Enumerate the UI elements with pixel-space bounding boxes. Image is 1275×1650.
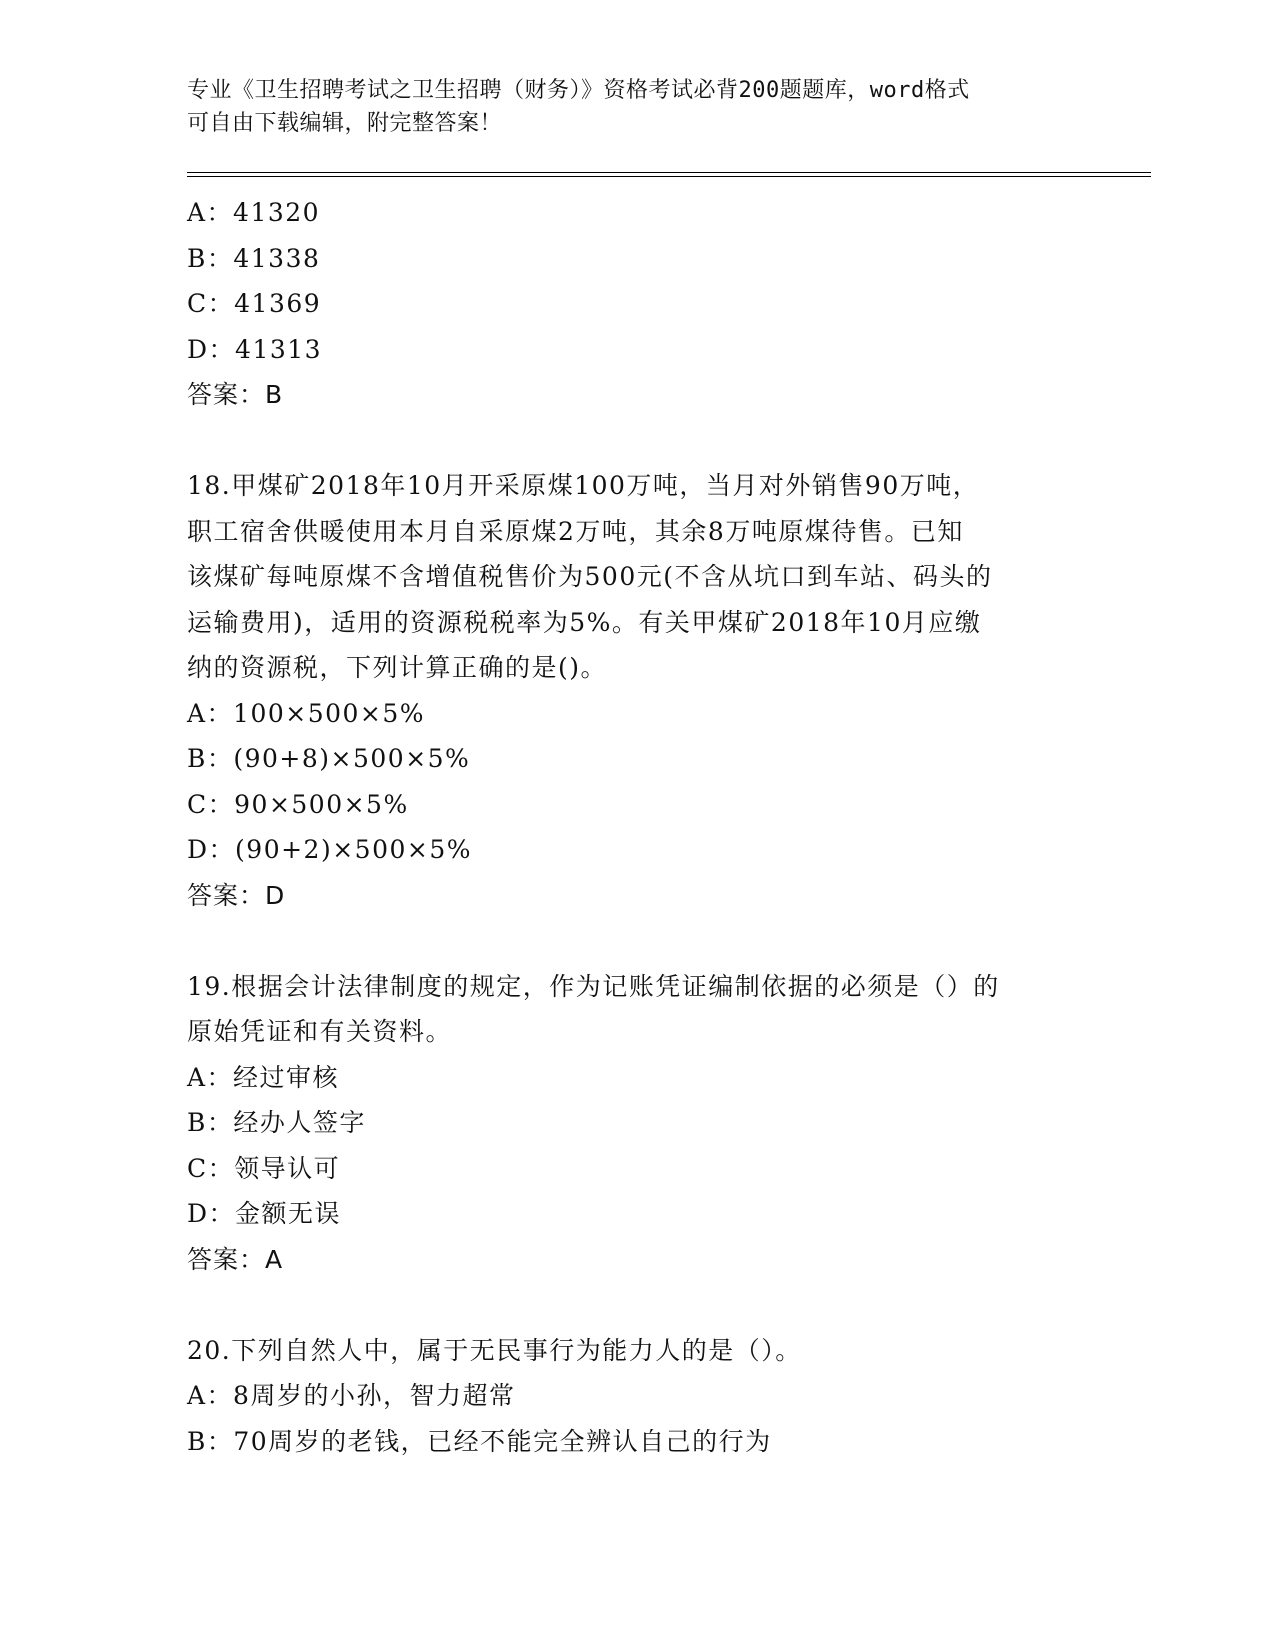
question-stem-line: 19.根据会计法律制度的规定，作为记账凭证编制依据的必须是（）的: [187, 971, 1000, 1001]
document-body: [187, 190, 1087, 1464]
question-stem-line: 职工宿舍供暖使用本月自采原煤2万吨，其余8万吨原煤待售。已知: [187, 516, 964, 546]
question-20: [187, 1328, 1087, 1465]
header-rule-bottom: [187, 176, 1151, 177]
option-b: B：经办人签字: [187, 1108, 366, 1137]
header-line-1: 专业《卫生招聘考试之卫生招聘（财务）》资格考试必背200题题库，word格式: [187, 78, 970, 103]
option-a: A：100×500×5%: [187, 698, 426, 728]
option-a: A：经过审核: [187, 1062, 340, 1092]
question-stem-line: 该煤矿每吨原煤不含增值税售价为500元(不含从坑口到车站、码头的: [187, 562, 993, 591]
option-b: B：(90+8)×500×5%: [187, 744, 471, 773]
answer: 答案：D: [187, 880, 286, 910]
question-stem-line: 20.下列自然人中，属于无民事行为能力人的是（）。: [187, 1335, 802, 1365]
question-stem-line: 纳的资源税，下列计算正确的是()。: [187, 653, 608, 682]
question-stem-line: 原始凭证和有关资料。: [187, 1017, 453, 1046]
option-b: B：41338: [187, 243, 321, 273]
answer: 答案：A: [187, 1244, 284, 1274]
option-d: D：41313: [187, 334, 323, 364]
header-line-2: 可自由下载编辑，附完整答案！: [187, 111, 503, 136]
question-19: [187, 964, 1087, 1283]
option-d: D：金额无误: [187, 1199, 342, 1228]
option-c: C：领导认可: [187, 1153, 341, 1183]
option-d: D：(90+2)×500×5%: [187, 835, 472, 864]
answer: 答案：B: [187, 380, 284, 409]
option-c: C：41369: [187, 289, 322, 318]
document-header: [187, 74, 1067, 140]
option-b: B：70周岁的老钱，已经不能完全辨认自己的行为: [187, 1426, 772, 1456]
question-18: [187, 463, 1087, 918]
option-a: A：8周岁的小孙，智力超常: [187, 1381, 516, 1410]
question-stem-line: 18.甲煤矿2018年10月开采原煤100万吨，当月对外销售90万吨，: [187, 471, 980, 500]
question-stem-line: 运输费用)，适用的资源税税率为5%。有关甲煤矿2018年10月应缴: [187, 607, 982, 637]
option-c: C：90×500×5%: [187, 789, 409, 819]
option-a: A：41320: [187, 198, 321, 227]
question-17-tail: [187, 190, 1087, 418]
header-rule-top: [187, 172, 1151, 173]
